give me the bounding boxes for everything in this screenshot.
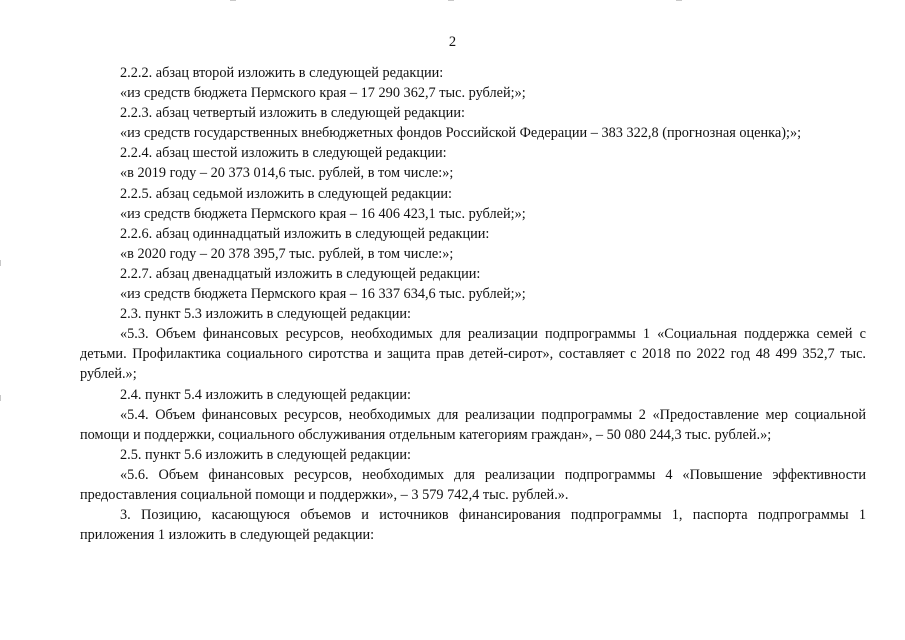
scan-edge-mark-left [0, 260, 1, 266]
body-paragraph: 3. Позицию, касающуюся объемов и источников финансирования подпрограммы 1, паспорта подпрограммы 1 приложения 1 изложить в следующей редакции: [80, 507, 866, 544]
body-paragraph: «5.3. Объем финансовых ресурсов, необходимых для реализации подпрограммы 1 «Социальная поддержка семей с детьми. Профилактика социального сиротства и защита прав детей-сирот», составляет с 2018 по 2022 год 48 499 352,7 тыс. рублей.»; [80, 326, 866, 383]
body-line: 2.4. пункт 5.4 изложить в следующей редакции: [120, 386, 412, 403]
body-line: 2.2.6. абзац одиннадцатый изложить в следующей редакции: [120, 225, 490, 242]
body-line: «из средств бюджета Пермского края – 16 337 634,6 тыс. рублей;»; [120, 286, 526, 303]
body-line: «из средств бюджета Пермского края – 17 290 362,7 тыс. рублей;»; [120, 85, 526, 102]
scan-edge-mark-top [676, 0, 682, 1]
body-line: 2.5. пункт 5.6 изложить в следующей редакции: [120, 446, 412, 463]
body-line: 2.3. пункт 5.3 изложить в следующей редакции: [120, 306, 412, 323]
page-number: 2 [448, 34, 457, 50]
body-line: 2.2.4. абзац шестой изложить в следующей редакции: [120, 145, 447, 162]
document-body [80, 63, 866, 545]
body-line: 2.2.2. абзац второй изложить в следующей редакции: [120, 65, 444, 81]
scan-edge-mark-top [230, 0, 236, 1]
body-paragraph: «5.6. Объем финансовых ресурсов, необходимых для реализации подпрограммы 4 «Повышение эффективности предоставления социальной помощи и поддержки», – 3 579 742,4 тыс. рублей.». [80, 466, 866, 503]
body-line: «из средств государственных внебюджетных фондов Российской Федерации – 383 322,8 (прогнозная оценка);»; [120, 125, 802, 142]
body-line: 2.2.3. абзац четвертый изложить в следующей редакции: [120, 105, 465, 122]
body-paragraph: «5.4. Объем финансовых ресурсов, необходимых для реализации подпрограммы 2 «Предоставление мер социальной помощи и поддержки, социального обслуживания отдельным категориям граждан», – 50 080 244,3 тыс. рублей.»; [80, 406, 866, 443]
body-line: «из средств бюджета Пермского края – 16 406 423,1 тыс. рублей;»; [120, 205, 526, 222]
scan-edge-mark-left [0, 395, 1, 401]
body-line: «в 2019 году – 20 373 014,6 тыс. рублей, в том числе:»; [120, 165, 454, 182]
body-line: 2.2.7. абзац двенадцатый изложить в следующей редакции: [120, 265, 481, 282]
scan-edge-mark-top [448, 0, 454, 1]
body-line: «в 2020 году – 20 378 395,7 тыс. рублей, в том числе:»; [120, 245, 454, 262]
body-line: 2.2.5. абзац седьмой изложить в следующей редакции: [120, 185, 453, 202]
